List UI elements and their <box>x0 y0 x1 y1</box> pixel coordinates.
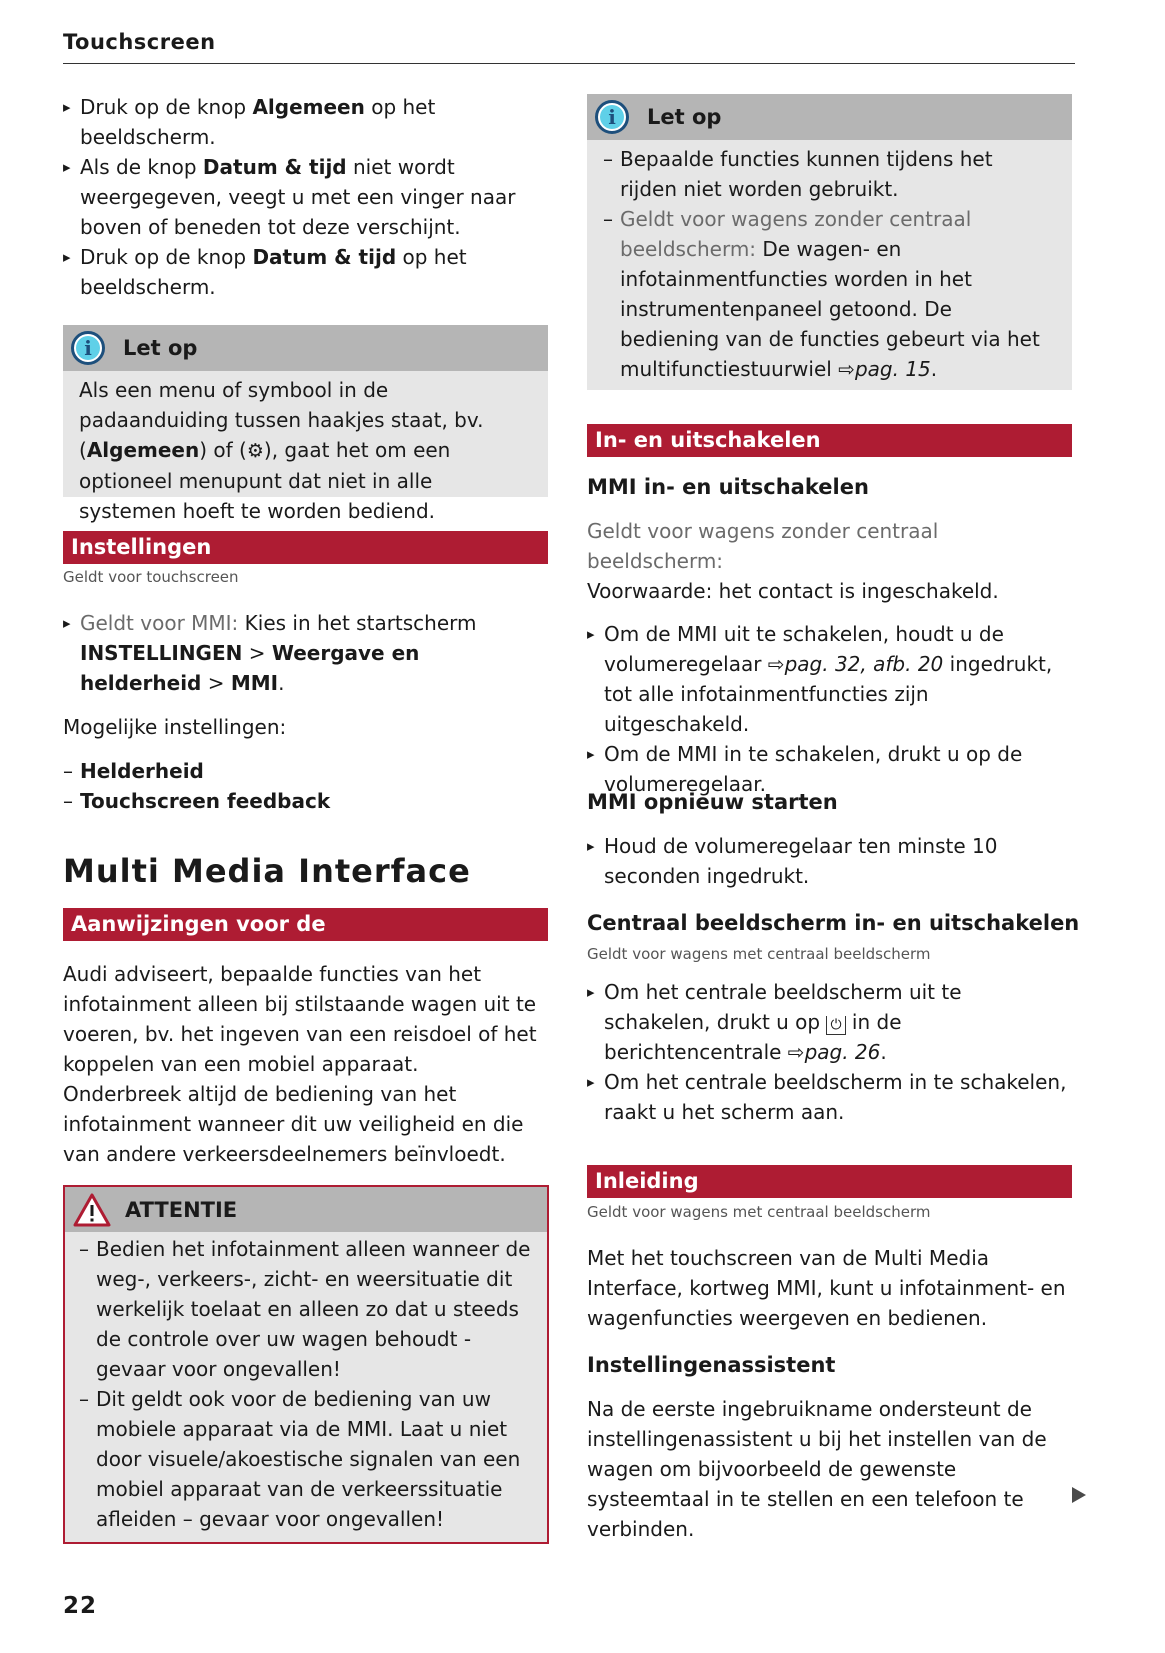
central-content <box>587 977 1072 1127</box>
warning-box <box>63 1185 549 1544</box>
warning-body <box>65 1232 547 1540</box>
note-title: Let op <box>647 105 722 129</box>
note-title: Let op <box>123 336 198 360</box>
mmi-onoff-content <box>587 516 1072 799</box>
warning-item: – Dit geldt ook voor de bediening van uw mobiele apparaat via de MMI. Laat u niet door visuele/akoestische signalen van een mobiel apparaat van de verkeerssituatie afleiden – gevaar voor ongevallen! <box>79 1384 531 1534</box>
step-item: ▸ Om de MMI uit te schakelen, houdt u de volumeregelaar ⇨pag. 32, afb. 20 ingedrukt, tot alle infotainmentfuncties zijn uitgeschakeld. <box>587 619 1072 739</box>
warning-item: – Bedien het infotainment alleen wanneer de weg-, verkeers-, zicht- en weersituatie dit werkelijk toelaat en alleen zo dat u steeds de controle over uw wagen behoudt - gevaar voor ongevallen! <box>79 1234 531 1384</box>
section-bar-safety: Aanwijzingen voor de verkeersveiligheid <box>63 908 548 941</box>
subheading: MMI opnieuw starten <box>587 790 838 814</box>
safety-text: Audi adviseert, bepaalde functies van het infotainment alleen bij stilstaande wagen uit te voeren, bv. het ingeven van een reisdoel of het koppelen van een mobiel apparaat. Onderbreek altijd de bediening van het infotainment wanneer dit uw veiligheid en die van andere verkeersdeelnemers beïnvloedt. <box>63 962 537 1166</box>
option-item: – Touchscreen feedback <box>63 786 543 816</box>
section-bar-inleiding: Inleiding <box>587 1165 1072 1198</box>
steps-date-time <box>63 92 543 302</box>
warning-title: ATTENTIE <box>125 1197 238 1222</box>
power-button-icon: ⏻ <box>826 1016 845 1035</box>
ref-arrow-icon: ⇨ <box>787 1040 805 1064</box>
restart-content <box>587 831 1072 891</box>
subheading: MMI in- en uitschakelen <box>587 475 869 499</box>
running-header <box>63 30 1075 64</box>
section-bar-instellingen: Instellingen <box>63 531 548 564</box>
subheading: Instellingenassistent <box>587 1353 836 1377</box>
section-bar-onoff: In- en uitschakelen <box>587 424 1072 457</box>
warning-triangle-icon <box>73 1193 111 1227</box>
info-icon: i <box>71 331 105 365</box>
step-item: ▸ Om het centrale beeldscherm uit te schakelen, drukt u op ⏻ in de berichtencentrale ⇨pag. 26. <box>587 977 1072 1067</box>
warning-header <box>65 1187 547 1232</box>
step-item: ▸ Geldt voor MMI: Kies in het startscherm INSTELLINGEN > Weergave en helderheid > MMI. <box>63 608 543 698</box>
note-body: Als een menu of symbool in de padaanduiding tussen haakjes staat, bv. (Algemeen) of (⚙), gaat het om een optioneel menupunt dat niet in alle systemen hoeft te worden bediend. <box>79 378 484 523</box>
chapter-title: Multi Media Interface <box>63 852 471 890</box>
gear-icon: ⚙ <box>246 440 264 462</box>
ref-arrow-icon: ⇨ <box>767 652 785 676</box>
note-item: – Bepaalde functies kunnen tijdens het rijden niet worden gebruikt. <box>603 144 1054 204</box>
info-icon: i <box>595 100 629 134</box>
instellingen-content <box>63 608 543 816</box>
assist-text: Na de eerste ingebruikname ondersteunt de instellingenassistent u bij het instellen van de wagen om bijvoorbeeld de gewenste systeemtaal in te stellen en een telefoon te verbinden. <box>587 1397 1047 1541</box>
note-header <box>587 94 1072 140</box>
page-number: 22 <box>63 1593 98 1619</box>
note-box <box>63 325 548 523</box>
applies-to: Geldt voor wagens met centraal beeldscherm <box>587 945 931 963</box>
step-item: ▸ Druk op de knop Datum & tijd op het beeldscherm. <box>63 242 543 302</box>
note-header <box>63 325 548 371</box>
possible-settings-label: Mogelijke instellingen: <box>63 715 287 739</box>
continue-arrow-icon <box>1072 1487 1086 1503</box>
intro-text: Met het touchscreen van de Multi Media Interface, kortweg MMI, kunt u infotainment- en wagenfuncties weergeven en bedienen. <box>587 1246 1066 1330</box>
ref-arrow-icon: ⇨ <box>838 357 855 381</box>
step-item: ▸ Als de knop Datum & tijd niet wordt weergegeven, veegt u met een vinger naar boven of beneden tot deze verschijnt. <box>63 152 543 242</box>
note-body <box>587 140 1072 390</box>
note-box <box>587 94 1072 390</box>
applies-to: Geldt voor touchscreen <box>63 568 239 586</box>
applies-to: Geldt voor wagens met centraal beeldscherm <box>587 1203 931 1221</box>
condition-applies: Geldt voor wagens zonder centraal beeldscherm: <box>587 519 939 573</box>
step-item: ▸ Druk op de knop Algemeen op het beeldscherm. <box>63 92 543 152</box>
subheading: Centraal beeldscherm in- en uitschakelen <box>587 911 1080 935</box>
note-item: – Geldt voor wagens zonder centraal beeldscherm: De wagen- en infotainmentfuncties worden in het instrumentenpaneel getoond. De bediening van de functies gebeurt via het multifunctiestuurwiel ⇨pag. 15. <box>603 204 1054 384</box>
step-item: ▸ Houd de volumeregelaar ten minste 10 seconden ingedrukt. <box>587 831 1072 891</box>
step-item: ▸ Om het centrale beeldscherm in te schakelen, raakt u het scherm aan. <box>587 1067 1072 1127</box>
section-title: Touchscreen <box>63 30 216 54</box>
condition-text: Voorwaarde: het contact is ingeschakeld. <box>587 579 999 603</box>
step-item: ▸ Om de MMI in te schakelen, drukt u op de volumeregelaar. <box>587 739 1072 799</box>
option-item: – Helderheid <box>63 756 543 786</box>
